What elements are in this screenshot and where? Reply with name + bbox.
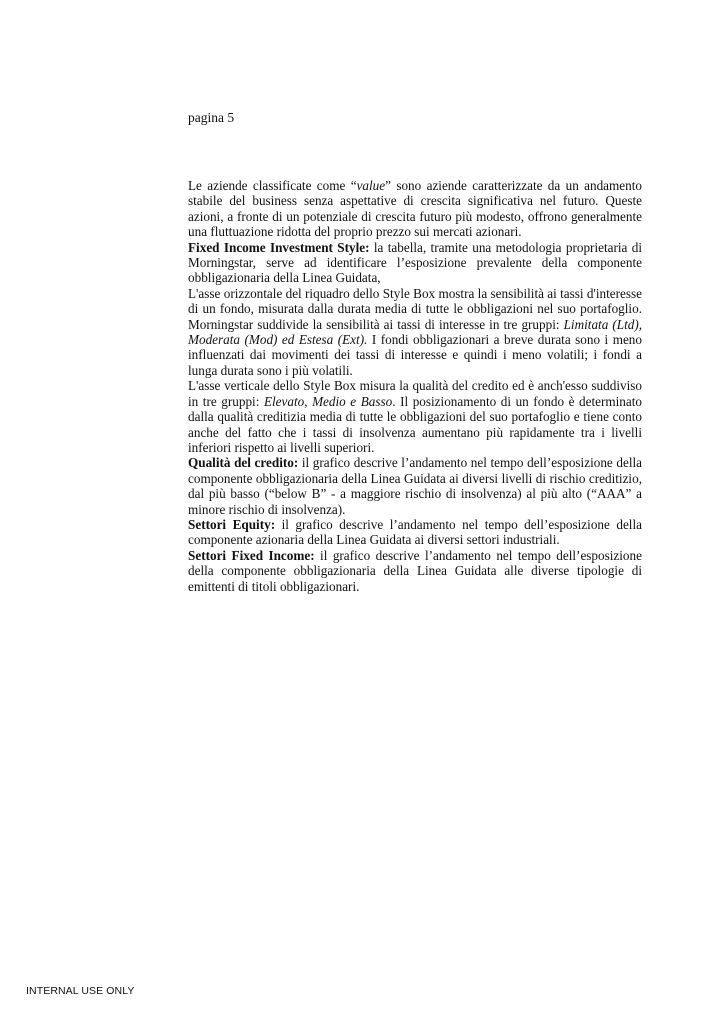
paragraph-text: . Il posizionamento di un fondo è determinato dalla qualità creditizia media di tutte le obbligazioni del suo portafoglio e tiene conto anche del fatto che i tassi di insolvenza aumentano più rapidamente tra i livelli inferiori rispetto ai livelli superiori. xyxy=(188,393,643,455)
italic-term: Elevato, Medio e Basso xyxy=(263,393,393,409)
paragraph-text: il grafico descrive l’andamento nel tempo dell’esposizione della componente obbligazionaria della Linea Guidata ai diversi livelli di rischio creditizio, dal più basso (“below B” - a maggiore rischio di insolvenza) al più alto (“AAA” a minore rischio di insolvenza). xyxy=(188,455,643,517)
section-label: Qualità del credito: xyxy=(188,455,299,471)
paragraph-text: L'asse verticale dello Style Box misura la qualità del credito ed è anch'esso suddiviso in tre gruppi: xyxy=(188,378,642,409)
paragraph-credit-quality xyxy=(188,455,642,517)
paragraph-text: Le aziende classificate come “ xyxy=(188,178,357,193)
paragraph-equity-sectors xyxy=(188,517,642,548)
page-number: pagina 5 xyxy=(188,110,235,125)
paragraph-text: il grafico descrive l’andamento nel tempo dell’esposizione della componente azionaria della Linea Guidata ai diversi settori industriali. xyxy=(188,516,642,548)
section-label: Settori Equity: xyxy=(188,516,276,532)
paragraph-text: ” sono aziende caratterizzate da un andamento stabile del business senza aspettative di crescita significativa nel futuro. Queste azioni, a fronte di un potenziale di crescita futuro più modesto, offrono generalmente una fluttuazione ridotta del proprio prezzo sui mercati azionari. xyxy=(188,178,642,240)
paragraph-text: la tabella, tramite una metodologia proprietaria di Morningstar, serve ad identificare l’esposizione prevalente della componente obbligazionaria della Linea Guidata, xyxy=(188,239,642,286)
body-text xyxy=(188,178,642,594)
paragraph-vertical-axis xyxy=(188,378,642,455)
section-label: Fixed Income Investment Style: xyxy=(188,239,370,255)
paragraph-text: L'asse orizzontale del riquadro dello Style Box mostra la sensibilità ai tassi d'interesse di un fondo, misurata dalla durata media di tutte le obbligazioni nel suo portafoglio. Morningstar suddivide la sensibilità ai tassi di interesse in tre gruppi: xyxy=(188,285,642,332)
paragraph-fixed-income-style xyxy=(188,240,642,286)
section-label: Settori Fixed Income: xyxy=(188,547,315,563)
paragraph-fixed-income-sectors xyxy=(188,548,642,594)
paragraph-text: il grafico descrive l’andamento nel tempo dell’esposizione della componente obbligazionaria della Linea Guidata alle diverse tipologie di emittenti di titoli obbligazionari. xyxy=(188,547,642,594)
italic-term: Limitata (Ltd), Moderata (Mod) ed Estesa (Ext). xyxy=(188,316,643,348)
footer-classification: INTERNAL USE ONLY xyxy=(26,985,135,997)
paragraph-horizontal-axis xyxy=(188,286,642,378)
italic-term: value xyxy=(356,178,386,193)
paragraph-value-stocks xyxy=(188,178,642,240)
paragraph-text: I fondi obbligazionari a breve durata sono i meno influenzati dai movimenti dei tassi di interesse e quindi i meno volatili; i fondi a lunga durata sono i più volatili. xyxy=(188,332,642,378)
